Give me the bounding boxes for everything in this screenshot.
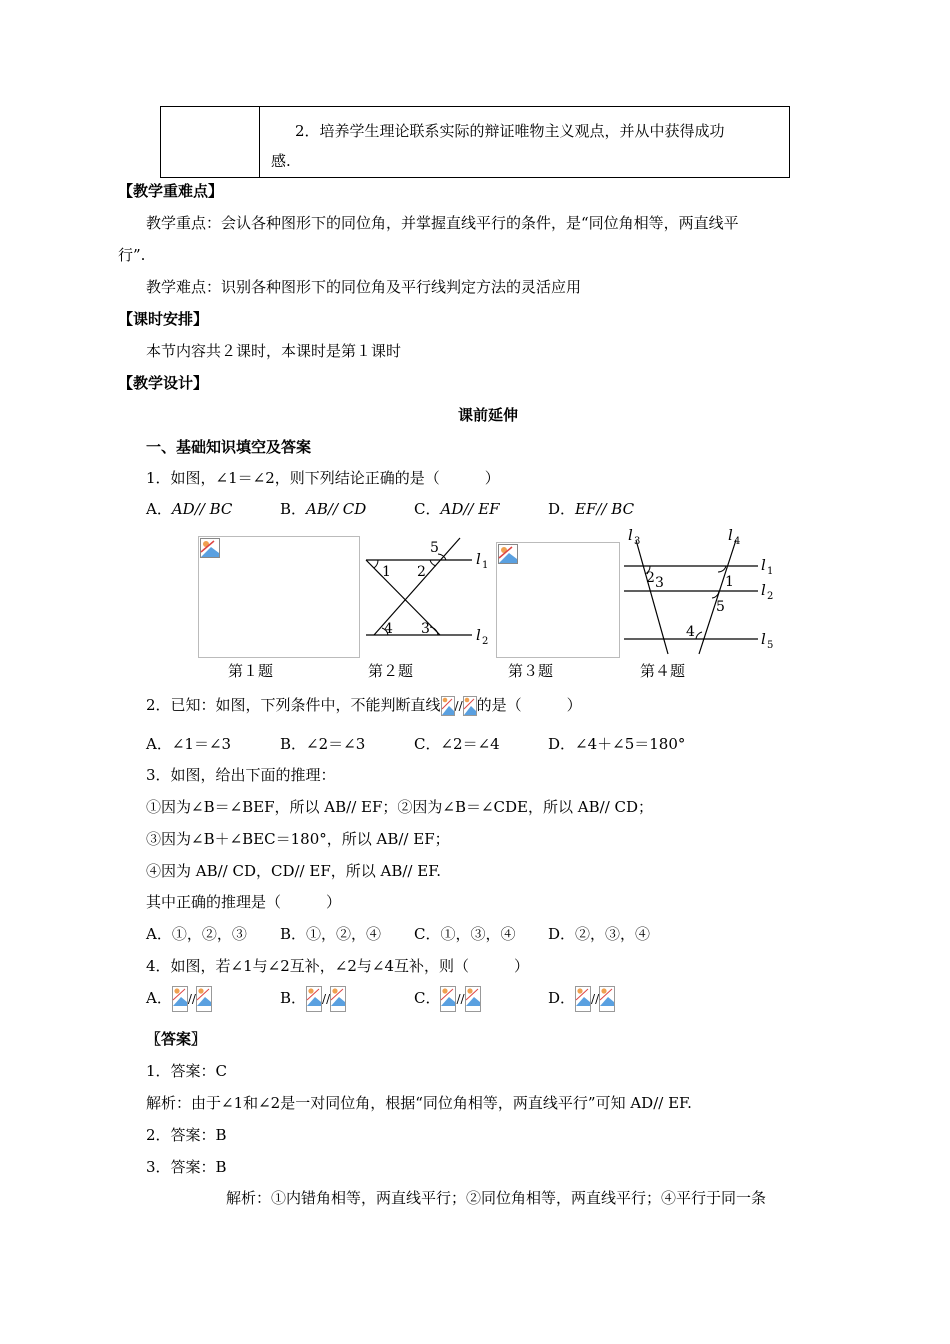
fig4-label-l5: l [761,630,766,648]
q2-option-b: B．∠2＝∠3 [280,735,366,753]
fig4-label-l1: l [761,556,766,574]
q2-stem: 2．已知：如图，下列条件中，不能判断直线 // 的是（ ） [146,696,582,714]
fig2-label-5: 5 [430,540,439,556]
center-title: 课前延伸 [458,406,519,424]
inline-image-icon [465,986,481,1012]
broken-image-icon [498,544,518,564]
answer-3-analysis: 解析：①内错角相等，两直线平行；②同位角相等，两直线平行；④平行于同一条 [226,1189,767,1207]
focus-line2: 行”. [118,246,146,264]
caption-fig4: 第４题 [640,662,686,680]
fig4-label-l4: l [728,526,733,544]
fig4-angle-arc-1 [718,566,726,572]
answer-1-analysis: 解析：由于∠1和∠2是一对同位角，根据“同位角相等，两直线平行”可知 AD// EF. [146,1094,692,1112]
difficulty-line: 教学难点：识别各种图形下的同位角及平行线判定方法的灵活应用 [146,278,582,296]
q1-option-a: A．AD// BC [146,500,233,518]
inline-image-icon [330,986,346,1012]
goal-table [160,106,790,178]
fig2-label-l1: l [476,550,481,568]
broken-image-icon [200,538,220,558]
fig2-label-3: 3 [421,621,430,637]
q2-option-a: A．∠1＝∠3 [146,735,232,753]
fig2-label-1: 1 [382,564,391,580]
q3-stem: 3．如图，给出下面的推理： [146,766,336,784]
fig2-angle-arc-2 [430,560,436,566]
q1-stem: 1．如图，∠1＝∠2，则下列结论正确的是（ ） [146,469,500,487]
fig4-label-l5-sub: 5 [767,640,774,651]
inline-image-icon [599,986,615,1012]
q3-option-b: B．①，②，④ [280,925,382,943]
goal-text-line1: 2．培养学生理论联系实际的辩证唯物主义观点，并从中获得成功 [295,122,725,140]
q4-option-a: A． // [146,986,212,1012]
schedule-text: 本节内容共２课时，本课时是第１课时 [146,342,402,360]
caption-fig2: 第２题 [368,662,414,680]
q1-option-d: D．EF// BC [548,500,635,518]
fig2-angle-arc-1 [374,560,378,568]
q3-option-d: D．②，③，④ [548,925,651,943]
answer-2: 2．答案：B [146,1126,227,1144]
fig4-label-l4-sub: 4 [734,536,741,547]
fig2-label-l2: l [476,626,481,644]
figure-1-placeholder [198,536,360,658]
goal-text-line2: 感. [271,152,291,170]
fig2-label-l2-sub: 2 [482,636,489,647]
fig2-label-2: 2 [417,564,426,580]
q3-option-a: A．①，②，③ [146,925,247,943]
design-heading: 【教学设计】 [118,374,209,392]
figure-4 [618,526,782,656]
inline-image-icon [441,696,455,716]
fig2-angle-arc-3 [430,627,438,635]
inline-image-icon [172,986,188,1012]
fig2-label-4: 4 [384,621,393,637]
fig4-label-l3-sub: 3 [634,536,641,547]
q4-option-c: C． // [414,986,481,1012]
key-points-heading: 【教学重难点】 [118,182,224,200]
q3-line3: ④因为 AB// CD，CD// EF，所以 AB// EF. [146,862,442,880]
fig4-line-l4 [699,540,736,654]
inline-image-icon [196,986,212,1012]
inline-image-icon [575,986,591,1012]
fig4-label-3: 3 [655,575,664,591]
q3-line1: ①因为∠B＝∠BEF，所以 AB// EF；②因为∠B＝∠CDE，所以 AB// CD； [146,798,654,816]
q3-option-c: C．①，③，④ [414,925,516,943]
fig4-label-2: 2 [646,570,655,586]
figure-2 [360,536,500,656]
fig4-label-l3: l [628,526,633,544]
fig4-line-l3 [636,540,668,654]
q4-option-b: B． // [280,986,346,1012]
caption-fig1: 第１题 [228,662,274,680]
q4-option-d: D． // [548,986,615,1012]
q2-option-c: C．∠2＝∠4 [414,735,500,753]
fig4-label-1: 1 [725,574,734,590]
answer-1: 1．答案：C [146,1062,228,1080]
q1-option-b: B．AB// CD [280,500,367,518]
fig4-label-l1-sub: 1 [767,566,774,577]
inline-image-icon [306,986,322,1012]
inline-image-icon [463,696,477,716]
focus-line1: 教学重点：会认各种图形下的同位角，并掌握直线平行的条件，是“同位角相等，两直线平 [146,214,739,232]
goal-table-left-cell [161,107,260,178]
q2-option-d: D．∠4＋∠5＝180° [548,735,686,753]
q4-stem: 4．如图，若∠1与∠2互补，∠2与∠4互补，则（ ） [146,957,529,975]
q3-line2: ③因为∠B＋∠BEC＝180°，所以 AB// EF； [146,830,450,848]
q3-prompt: 其中正确的推理是（ ） [146,893,342,911]
fig4-label-l2: l [761,581,766,599]
figure-3-placeholder [496,542,620,658]
caption-fig3: 第３题 [508,662,554,680]
section-title: 一、基础知识填空及答案 [146,438,312,456]
inline-image-icon [440,986,456,1012]
fig4-angle-arc-4 [696,632,702,639]
q1-option-c: C．AD// EF [414,500,500,518]
answer-3: 3．答案：B [146,1158,227,1176]
fig2-label-l1-sub: 1 [482,560,489,571]
fig4-label-l2-sub: 2 [767,591,774,602]
fig4-label-4: 4 [686,624,695,640]
answers-heading: 〖答案〗 [146,1030,207,1048]
goal-table-right-cell [260,107,790,178]
fig4-label-5: 5 [716,599,725,615]
schedule-heading: 【课时安排】 [118,310,209,328]
